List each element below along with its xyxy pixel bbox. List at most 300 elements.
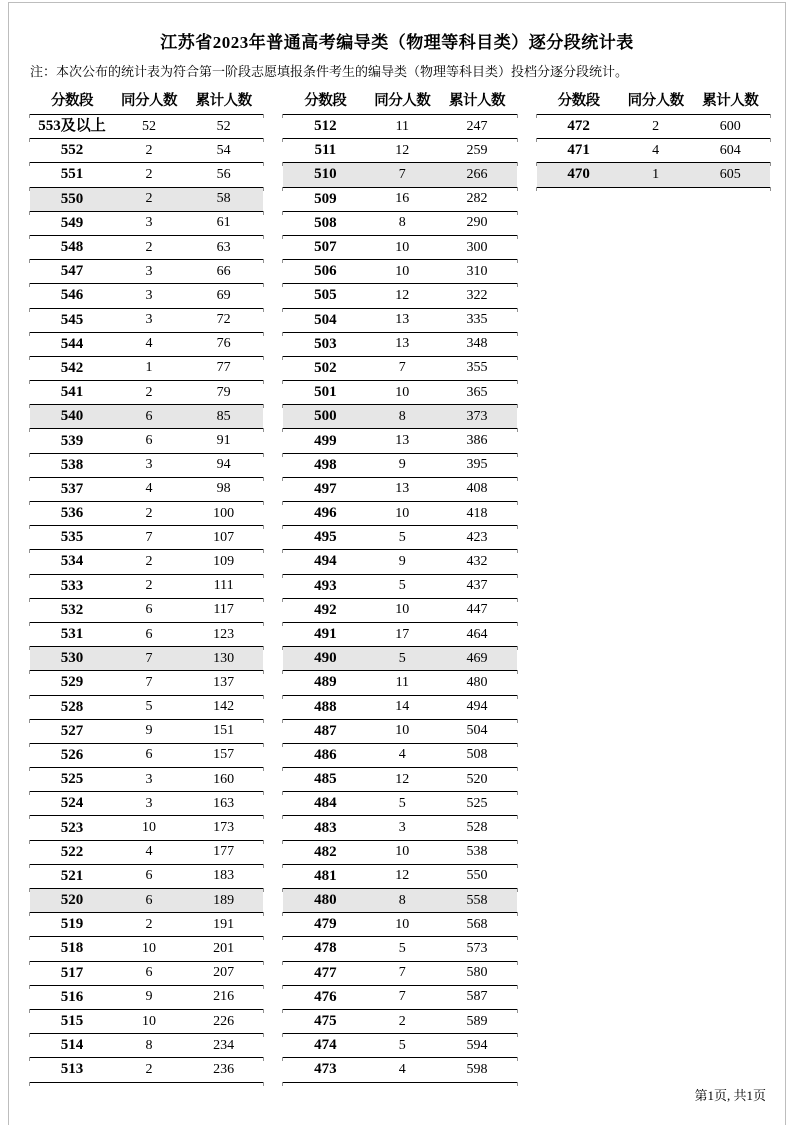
table-row: [30, 405, 263, 429]
cumulative-cell: 216: [213, 989, 235, 1005]
count-cell: 3: [145, 287, 153, 303]
cumulative-cell: 594: [466, 1037, 488, 1053]
count-cell: 7: [145, 650, 153, 666]
column-header: 分数段: [557, 93, 600, 110]
count-cell: 12: [395, 142, 410, 158]
table-header-row: [283, 89, 516, 115]
table-row: [30, 502, 263, 526]
cumulative-cell: 469: [466, 650, 488, 666]
cumulative-cell: 142: [213, 699, 235, 715]
count-cell: 6: [145, 408, 153, 424]
table-row: [283, 429, 516, 453]
table-row: [283, 913, 516, 937]
score-cell: 471: [567, 142, 590, 159]
cumulative-cell: 464: [466, 626, 488, 642]
cumulative-cell: 508: [466, 747, 488, 763]
score-cell: 517: [60, 964, 84, 981]
score-cell: 534: [60, 553, 84, 570]
table-row: [283, 937, 516, 961]
score-table-0: [30, 89, 263, 1083]
table-row: [283, 236, 516, 260]
table-row: [283, 357, 516, 381]
count-cell: 10: [395, 263, 410, 279]
table-row: [30, 188, 263, 212]
score-cell: 487: [314, 722, 337, 739]
table-row: [30, 575, 263, 599]
table-row: [30, 429, 263, 453]
cumulative-cell: 56: [216, 166, 231, 182]
score-cell: 506: [314, 263, 337, 280]
cumulative-cell: 520: [466, 771, 488, 787]
cumulative-cell: 348: [466, 336, 488, 352]
count-cell: 3: [398, 820, 406, 836]
table-row: [30, 309, 263, 333]
count-cell: 4: [652, 142, 660, 158]
count-cell: 7: [398, 166, 406, 182]
count-cell: 6: [145, 965, 153, 981]
score-cell: 531: [60, 626, 84, 643]
table-row: [30, 768, 263, 792]
cumulative-cell: 94: [216, 457, 231, 473]
score-cell: 501: [314, 384, 337, 401]
table-row: [30, 816, 263, 840]
cumulative-cell: 160: [213, 771, 235, 787]
table-row: [30, 381, 263, 405]
score-cell: 484: [314, 795, 337, 812]
score-cell: 524: [60, 795, 84, 812]
table-row: [30, 1034, 263, 1058]
score-cell: 551: [60, 166, 84, 183]
cumulative-cell: 191: [213, 916, 235, 932]
cumulative-cell: 418: [466, 505, 488, 521]
count-cell: 12: [395, 287, 410, 303]
cumulative-cell: 598: [466, 1061, 488, 1077]
cumulative-cell: 130: [213, 650, 235, 666]
score-cell: 545: [60, 311, 84, 328]
count-cell: 11: [395, 674, 410, 690]
score-cell: 480: [314, 892, 337, 909]
cumulative-cell: 109: [213, 553, 235, 569]
count-cell: 7: [398, 989, 406, 1005]
count-cell: 2: [145, 384, 153, 400]
table-row: [283, 599, 516, 623]
cumulative-cell: 266: [466, 166, 488, 182]
table-row: [30, 696, 263, 720]
count-cell: 6: [145, 892, 153, 908]
count-cell: 9: [398, 457, 406, 473]
score-cell: 537: [60, 480, 84, 497]
cumulative-cell: 111: [213, 578, 234, 594]
cumulative-cell: 259: [466, 142, 488, 158]
score-cell: 489: [314, 674, 337, 691]
table-row: [283, 671, 516, 695]
cumulative-cell: 386: [466, 433, 488, 449]
column-header: 累计人数: [702, 93, 759, 110]
table-row: [283, 115, 516, 139]
count-cell: 52: [141, 118, 156, 134]
column-header: 同分人数: [120, 93, 177, 110]
score-cell: 533: [60, 577, 84, 594]
cumulative-cell: 98: [216, 481, 231, 497]
count-cell: 5: [398, 940, 406, 956]
table-row: [283, 865, 516, 889]
table-row: [283, 454, 516, 478]
count-cell: 5: [398, 1037, 406, 1053]
table-row: [30, 962, 263, 986]
score-cell: 521: [60, 867, 84, 884]
score-cell: 507: [314, 239, 337, 256]
table-row: [283, 139, 516, 163]
table-row: [283, 575, 516, 599]
table-row: [30, 478, 263, 502]
table-row: [283, 1034, 516, 1058]
score-cell: 542: [60, 359, 84, 376]
table-row: [30, 454, 263, 478]
cumulative-cell: 580: [466, 965, 488, 981]
score-cell: 472: [567, 118, 590, 135]
cumulative-cell: 173: [213, 820, 235, 836]
count-cell: 10: [141, 940, 156, 956]
table-row: [283, 647, 516, 671]
cumulative-cell: 373: [466, 408, 488, 424]
cumulative-cell: 310: [466, 263, 488, 279]
count-cell: 9: [145, 723, 153, 739]
table-row: [283, 623, 516, 647]
score-cell: 486: [314, 746, 337, 763]
cumulative-cell: 538: [466, 844, 488, 860]
page-number: 第1页, 共1页: [694, 1088, 766, 1103]
table-row: [30, 1058, 263, 1082]
score-cell: 509: [314, 190, 337, 207]
score-cell: 473: [314, 1061, 337, 1078]
table-row: [283, 792, 516, 816]
score-cell: 488: [314, 698, 337, 715]
cumulative-cell: 432: [466, 553, 488, 569]
count-cell: 2: [145, 553, 153, 569]
count-cell: 3: [145, 263, 153, 279]
score-cell: 518: [60, 940, 84, 957]
score-cell: 513: [60, 1061, 84, 1078]
table-row: [30, 889, 263, 913]
cumulative-cell: 587: [466, 989, 488, 1005]
table-row: [30, 937, 263, 961]
count-cell: 3: [145, 457, 153, 473]
cumulative-cell: 69: [216, 287, 231, 303]
count-cell: 13: [395, 433, 410, 449]
score-cell: 540: [60, 408, 84, 425]
count-cell: 11: [395, 118, 410, 134]
table-row: [283, 1010, 516, 1034]
score-cell: 544: [60, 335, 84, 352]
table-row: [283, 841, 516, 865]
score-cell: 532: [60, 601, 84, 618]
count-cell: 9: [145, 989, 153, 1005]
table-row: [283, 405, 516, 429]
cumulative-cell: 423: [466, 529, 488, 545]
score-cell: 497: [314, 480, 337, 497]
score-cell: 478: [314, 940, 337, 957]
score-cell: 522: [60, 843, 84, 860]
score-cell: 476: [314, 988, 337, 1005]
score-cell: 515: [60, 1013, 84, 1030]
count-cell: 8: [145, 1037, 153, 1053]
count-cell: 10: [141, 1013, 156, 1029]
cumulative-cell: 123: [213, 626, 235, 642]
count-cell: 6: [145, 602, 153, 618]
score-cell: 483: [314, 819, 337, 836]
table-row: [30, 260, 263, 284]
score-cell: 495: [314, 529, 337, 546]
score-cell: 494: [314, 553, 337, 570]
count-cell: 10: [395, 844, 410, 860]
cumulative-cell: 76: [216, 336, 231, 352]
score-cell: 536: [60, 505, 84, 522]
score-cell: 481: [314, 867, 337, 884]
count-cell: 5: [398, 578, 406, 594]
cumulative-cell: 79: [216, 384, 231, 400]
table-row: [30, 647, 263, 671]
table-row: [283, 986, 516, 1010]
count-cell: 2: [398, 1013, 406, 1029]
score-cell: 493: [314, 577, 337, 594]
score-cell: 516: [60, 988, 84, 1005]
column-header: 同分人数: [627, 93, 684, 110]
score-cell: 528: [60, 698, 84, 715]
cumulative-cell: 525: [466, 795, 488, 811]
count-cell: 3: [145, 795, 153, 811]
table-row: [30, 841, 263, 865]
score-cell: 523: [60, 819, 84, 836]
table-row: [283, 381, 516, 405]
cumulative-cell: 600: [719, 118, 741, 134]
score-cell: 520: [60, 892, 84, 909]
score-cell: 552: [60, 142, 84, 159]
score-table-1: [283, 89, 516, 1083]
table-row: [30, 671, 263, 695]
count-cell: 6: [145, 868, 153, 884]
cumulative-cell: 589: [466, 1013, 488, 1029]
score-cell: 477: [314, 964, 337, 981]
score-cell: 535: [60, 529, 84, 546]
count-cell: 4: [398, 1061, 406, 1077]
cumulative-cell: 494: [466, 699, 488, 715]
count-cell: 6: [145, 747, 153, 763]
count-cell: 8: [398, 892, 406, 908]
cumulative-cell: 558: [466, 892, 488, 908]
table-row: [283, 309, 516, 333]
count-cell: 2: [145, 1061, 153, 1077]
count-cell: 2: [145, 191, 153, 207]
count-cell: 5: [398, 795, 406, 811]
score-cell: 508: [314, 214, 337, 231]
count-cell: 2: [145, 166, 153, 182]
cumulative-cell: 151: [213, 723, 235, 739]
table-row: [30, 357, 263, 381]
score-cell: 510: [314, 166, 337, 183]
table-header-row: [30, 89, 263, 115]
count-cell: 8: [398, 408, 406, 424]
count-cell: 5: [398, 529, 406, 545]
score-cell: 541: [60, 384, 84, 401]
count-cell: 2: [145, 916, 153, 932]
cumulative-cell: 52: [216, 118, 231, 134]
count-cell: 7: [145, 529, 153, 545]
table-row: [537, 163, 770, 187]
table-row: [30, 236, 263, 260]
score-cell: 500: [314, 408, 337, 425]
cumulative-cell: 117: [213, 602, 234, 618]
table-row: [30, 284, 263, 308]
score-cell: 538: [60, 456, 84, 473]
cumulative-cell: 226: [213, 1013, 235, 1029]
score-cell: 498: [314, 456, 337, 473]
table-header-row: [537, 89, 770, 115]
cumulative-cell: 528: [466, 820, 488, 836]
table-row: [30, 913, 263, 937]
cumulative-cell: 201: [213, 940, 235, 956]
score-cell: 548: [60, 239, 84, 256]
count-cell: 3: [145, 312, 153, 328]
count-cell: 4: [145, 336, 153, 352]
table-row: [283, 188, 516, 212]
cumulative-cell: 63: [216, 239, 231, 255]
cumulative-cell: 72: [216, 312, 231, 328]
table-row: [283, 260, 516, 284]
score-cell: 485: [314, 771, 337, 788]
cumulative-cell: 322: [466, 287, 488, 303]
cumulative-cell: 335: [466, 312, 488, 328]
table-row: [537, 115, 770, 139]
count-cell: 4: [398, 747, 406, 763]
table-row: [30, 139, 263, 163]
cumulative-cell: 234: [213, 1037, 235, 1053]
score-cell: 549: [60, 214, 84, 231]
cumulative-cell: 290: [466, 215, 488, 231]
score-cell: 499: [314, 432, 337, 449]
cumulative-cell: 247: [466, 118, 488, 134]
count-cell: 10: [395, 602, 410, 618]
count-cell: 8: [398, 215, 406, 231]
count-cell: 10: [395, 505, 410, 521]
count-cell: 17: [395, 626, 410, 642]
count-cell: 2: [652, 118, 660, 134]
count-cell: 7: [398, 965, 406, 981]
cumulative-cell: 137: [213, 674, 235, 690]
score-cell: 475: [314, 1013, 337, 1030]
table-row: [283, 696, 516, 720]
score-cell: 491: [314, 626, 337, 643]
table-row: [30, 599, 263, 623]
score-cell: 529: [60, 674, 84, 691]
cumulative-cell: 58: [216, 191, 231, 207]
tables-container: [30, 89, 770, 1083]
column-header: 累计人数: [195, 93, 252, 110]
cumulative-cell: 568: [466, 916, 488, 932]
count-cell: 7: [398, 360, 406, 376]
cumulative-cell: 504: [466, 723, 488, 739]
note-text: 注：本次公布的统计表为符合第一阶段志愿填报条件考生的编导类（物理等科目类）投档分逐分段统计。: [30, 64, 629, 79]
count-cell: 2: [145, 505, 153, 521]
score-cell: 553及以上: [38, 118, 106, 135]
table-row: [30, 623, 263, 647]
cumulative-cell: 447: [466, 602, 488, 618]
column-header: 分数段: [50, 93, 93, 110]
table-row: [30, 986, 263, 1010]
cumulative-cell: 66: [216, 263, 231, 279]
cumulative-cell: 300: [466, 239, 488, 255]
table-row: [30, 792, 263, 816]
column-header: 同分人数: [374, 93, 431, 110]
cumulative-cell: 177: [213, 844, 235, 860]
table-row: [30, 115, 263, 139]
score-cell: 546: [60, 287, 84, 304]
count-cell: 13: [395, 312, 410, 328]
table-row: [537, 139, 770, 163]
table-row: [283, 502, 516, 526]
table-row: [283, 478, 516, 502]
score-cell: 492: [314, 601, 337, 618]
column-header: 分数段: [304, 93, 347, 110]
table-row: [30, 212, 263, 236]
cumulative-cell: 408: [466, 481, 488, 497]
count-cell: 13: [395, 481, 410, 497]
score-cell: 550: [60, 190, 84, 207]
count-cell: 10: [395, 384, 410, 400]
cumulative-cell: 480: [466, 674, 488, 690]
cumulative-cell: 163: [213, 795, 235, 811]
count-cell: 1: [652, 166, 660, 182]
score-cell: 482: [314, 843, 337, 860]
score-cell: 512: [314, 118, 337, 135]
score-cell: 479: [314, 916, 337, 933]
count-cell: 5: [145, 699, 153, 715]
count-cell: 12: [395, 771, 410, 787]
table-row: [283, 163, 516, 187]
cumulative-cell: 282: [466, 191, 488, 207]
score-cell: 547: [60, 263, 84, 280]
cumulative-cell: 183: [213, 868, 235, 884]
count-cell: 5: [398, 650, 406, 666]
score-cell: 526: [60, 746, 84, 763]
count-cell: 2: [145, 239, 153, 255]
count-cell: 12: [395, 868, 410, 884]
table-row: [283, 720, 516, 744]
table-row: [283, 550, 516, 574]
count-cell: 10: [395, 916, 410, 932]
cumulative-cell: 54: [216, 142, 231, 158]
cumulative-cell: 77: [216, 360, 231, 376]
count-cell: 3: [145, 215, 153, 231]
cumulative-cell: 207: [213, 965, 235, 981]
table-row: [30, 1010, 263, 1034]
cumulative-cell: 100: [213, 505, 235, 521]
score-cell: 470: [567, 166, 590, 183]
score-cell: 505: [314, 287, 337, 304]
count-cell: 14: [395, 699, 410, 715]
table-row: [30, 163, 263, 187]
count-cell: 10: [395, 239, 410, 255]
cumulative-cell: 604: [719, 142, 741, 158]
count-cell: 2: [145, 578, 153, 594]
table-row: [283, 333, 516, 357]
table-row: [283, 962, 516, 986]
score-cell: 511: [314, 142, 337, 159]
score-cell: 527: [60, 722, 84, 739]
score-cell: 519: [60, 916, 84, 933]
count-cell: 4: [145, 844, 153, 860]
cumulative-cell: 437: [466, 578, 488, 594]
table-row: [30, 333, 263, 357]
